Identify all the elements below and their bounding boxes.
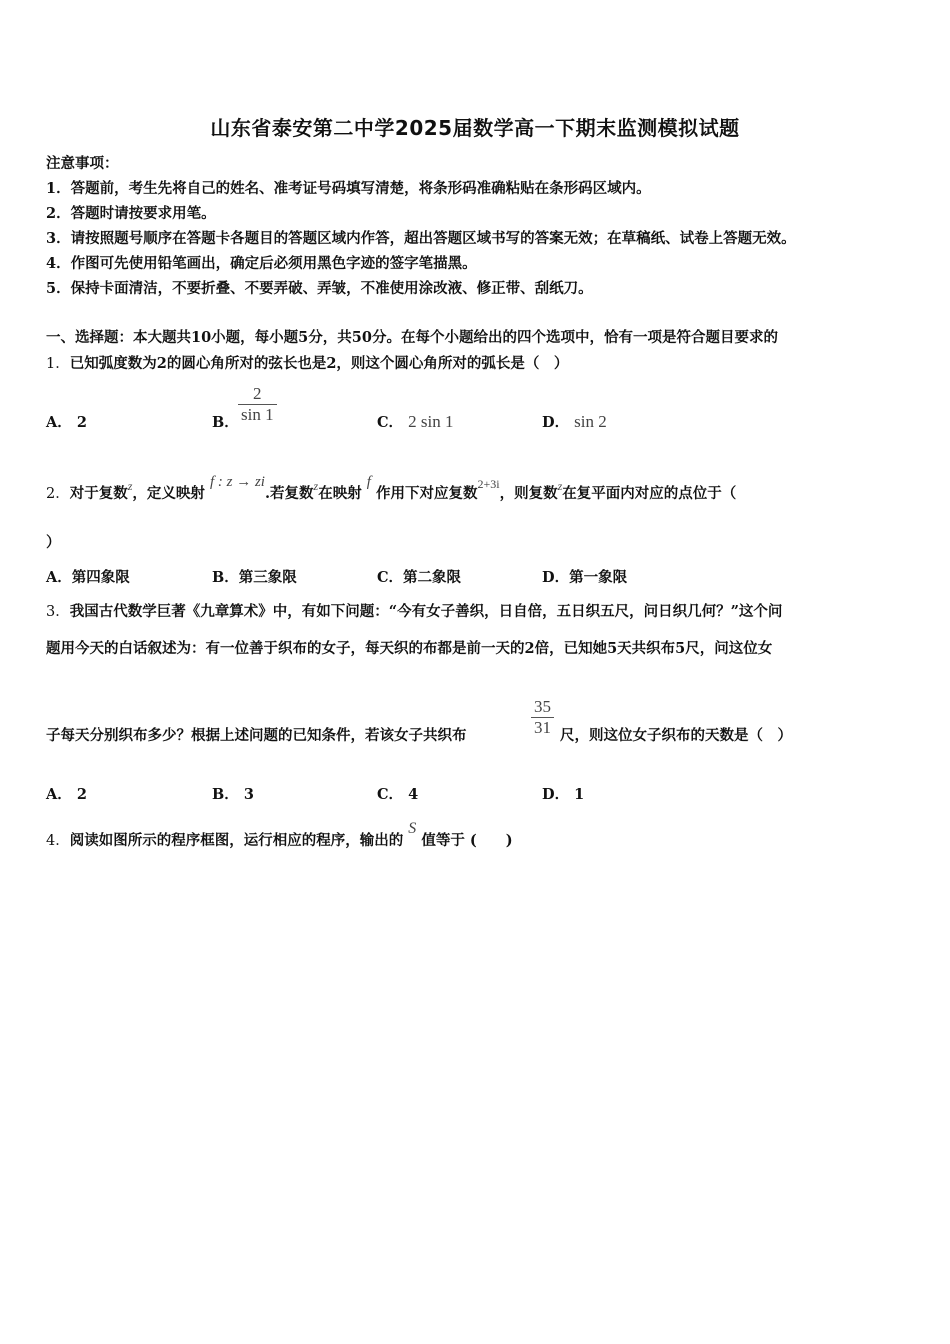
question-2-close: ）	[46, 534, 61, 551]
question-text: 已知弧度数为2的圆心角所对的弦长也是2，则这个圆心角所对的弧长是（ ）	[69, 355, 569, 372]
option-b-label: B．	[212, 414, 239, 431]
complex-value: 2+3i	[477, 477, 500, 491]
option-d: D．第一象限	[542, 569, 628, 586]
question-number: 1．	[46, 356, 70, 372]
notice-item: 1．答题前，考生先将自己的姓名、准考证号码填写清楚，将条形码准确粘贴在条形码区域内。	[46, 180, 651, 197]
question-4: 4．阅读如图所示的程序框图，运行相应的程序，输出的 S 值等于 ( )	[46, 820, 513, 849]
notice-item: 4．作图可先使用铅笔画出，确定后必须用黑色字迹的签字笔描黑。	[46, 255, 477, 272]
notice-item: 5．保持卡面清洁，不要折叠、不要弄破、弄皱，不准使用涂改液、修正带、刮纸刀。	[46, 280, 593, 297]
var-z: z	[127, 479, 133, 493]
option-d: D． sin 2	[542, 412, 607, 431]
option-c: C．第二象限	[377, 569, 462, 586]
option-a: A． 2	[46, 786, 87, 803]
page-title: 山东省泰安第二中学2025届数学高一下期末监测模拟试题	[210, 116, 740, 140]
option-c: C． 2 sin 1	[377, 412, 454, 431]
question-3-line-2: 题用今天的白话叙述为：有一位善于织布的女子，每天织的布都是前一天的2倍，已知她5天共织布5尺，问这位女	[46, 640, 773, 657]
fraction-35-31: $\frac{35}{31}$	[531, 697, 554, 738]
option-a: A． 2	[46, 414, 87, 431]
question-3-line-3a: 子每天分别织布多少？根据上述问题的已知条件，若该女子共织布	[46, 727, 467, 744]
mapping-formula: f : z → zi	[209, 474, 265, 490]
option-c: C． 4	[377, 786, 419, 803]
question-3-line-3b: 尺，则这位女子织布的天数是（ ）	[560, 727, 792, 744]
section-heading: 一、选择题：本大题共10小题，每小题5分，共50分。在每个小题给出的四个选项中，恰有一项是符合题目要求的	[46, 329, 778, 346]
option-b-fraction: $\frac{2}{\sin 1}$	[238, 384, 277, 425]
var-s: S	[408, 820, 417, 837]
var-f: f	[366, 474, 371, 490]
option-a: A．第四象限	[46, 569, 130, 586]
option-d: D． 1	[542, 786, 585, 803]
question-2-line-1: 2．对于复数$^z$，定义映射 f : z → zi.若复数$^z$在映射 f 作用下对应复数$^{2+3i}$，则复数$^z$在复平面内对应的点位于（	[46, 474, 737, 502]
notice-item: 2．答题时请按要求用笔。	[46, 205, 216, 222]
option-b: B．第三象限	[212, 569, 297, 586]
notice-item: 3．请按照题号顺序在答题卡各题目的答题区域内作答，超出答题区域书写的答案无效；在草稿纸、试卷上答题无效。	[46, 230, 796, 247]
option-b: B． 3	[212, 786, 254, 803]
notice-heading: 注意事项：	[46, 155, 119, 172]
question-1	[46, 352, 568, 373]
question-3-line-1: 3．我国古代数学巨著《九章算术》中，有如下问题：“今有女子善织，日自倍，五日织五尺，问日织几何？”这个问	[46, 603, 783, 620]
